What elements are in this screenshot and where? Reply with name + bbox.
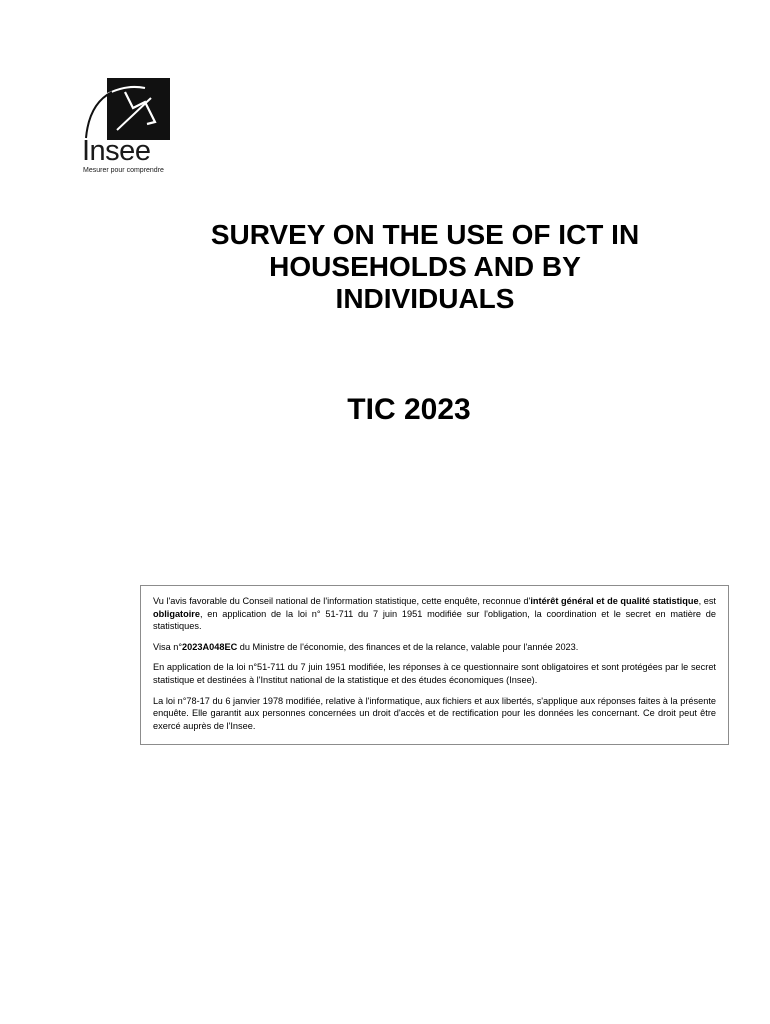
bold-span: obligatoire <box>153 608 200 619</box>
survey-title-line: INDIVIDUALS <box>335 283 515 314</box>
legal-paragraph-3: En application de la loi n°51-711 du 7 juin 1951 modifiée, les réponses à ce questionnaire sont obligatoires et sont protégées par le secret statistique et destinées à l'Institut national de la statistique et des études économiques (Insee). <box>153 662 716 685</box>
text-span: du Ministre de l'économie, des finances et de la relance, valable pour l'année 2023. <box>237 641 579 652</box>
insee-logo-arc-icon <box>82 78 112 140</box>
legal-paragraph-2 <box>153 641 716 654</box>
insee-logo-mark-icon <box>107 78 170 140</box>
bold-span: 2023A048EC <box>182 641 238 652</box>
insee-logo <box>82 78 174 178</box>
insee-wordmark: Insee <box>82 135 151 167</box>
survey-title <box>160 219 690 315</box>
bold-span: intérêt général et de qualité statistique <box>530 596 699 606</box>
survey-subtitle: TIC 2023 <box>347 393 471 426</box>
survey-title-line: SURVEY ON THE USE OF ICT IN <box>210 219 640 250</box>
legal-paragraph-1 <box>153 595 716 633</box>
insee-tagline: Mesurer pour comprendre <box>83 167 164 174</box>
survey-title-line: HOUSEHOLDS AND BY <box>269 251 581 282</box>
text-span: Vu l'avis favorable du Conseil national de l'information statistique, cette enquête, reconnue d' <box>153 596 531 606</box>
legal-paragraph-4: La loi n°78-17 du 6 janvier 1978 modifiée, relative à l'informatique, aux fichiers et aux libertés, s'applique aux réponses faites à la présente enquête. Elle garantit aux personnes concernées un droit d'accès et de rectification pour les données les concernant. Ce droit peut être exercé auprès de l'Insee. <box>153 695 716 731</box>
text-span: , en application de la loi n° 51-711 du 7 juin 1951 modifiée sur l'obligation, la coordination et le secret en matière de statistiques. <box>153 608 716 632</box>
text-span: Visa n° <box>153 641 183 652</box>
legal-notice-box <box>140 585 729 745</box>
text-span: , est <box>698 596 716 606</box>
